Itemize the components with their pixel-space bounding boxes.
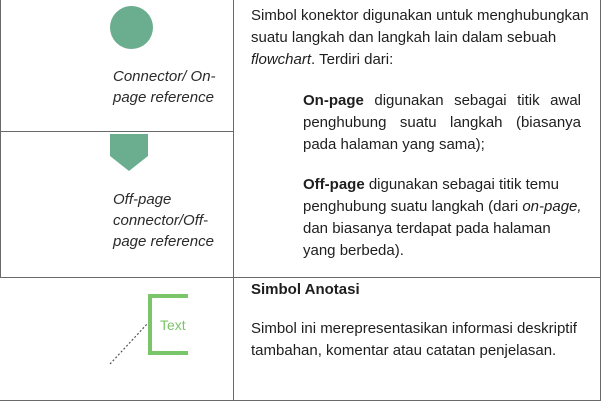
annotation-bracket-icon (108, 293, 198, 368)
row-divider-connector (0, 131, 233, 132)
annotation-title: Simbol Anotasi (251, 281, 360, 298)
onpage-description: On-page digunakan sebagai titik awal penghubung suatu langkah (biasanya pada halaman yang sama); (303, 92, 581, 153)
offpage-description: Off-page digunakan sebagai titik temu penghubung suatu langkah (dari on-page, dan biasanya terdapat pada halaman yang berbeda). (303, 176, 582, 259)
table-left-border (0, 0, 1, 277)
offpage-label: Off-page connector/Off- page reference (113, 191, 214, 250)
annotation-shape-text: Text (160, 317, 186, 333)
annotation-description: Simbol ini merepresentasikan informasi deskriptif tambahan, komentar atau catatan penjelasan. (251, 320, 577, 359)
offpage-connector-icon (110, 134, 150, 172)
connector-description: Simbol konektor digunakan untuk menghubungkan suatu langkah dan langkah lain dalam sebuah flowchart. Terdiri dari: (251, 7, 589, 68)
row-divider-offpage (0, 277, 601, 278)
column-divider (233, 0, 234, 401)
connector-circle-icon (110, 6, 153, 49)
connector-label: Connector/ On- page reference (113, 68, 216, 106)
